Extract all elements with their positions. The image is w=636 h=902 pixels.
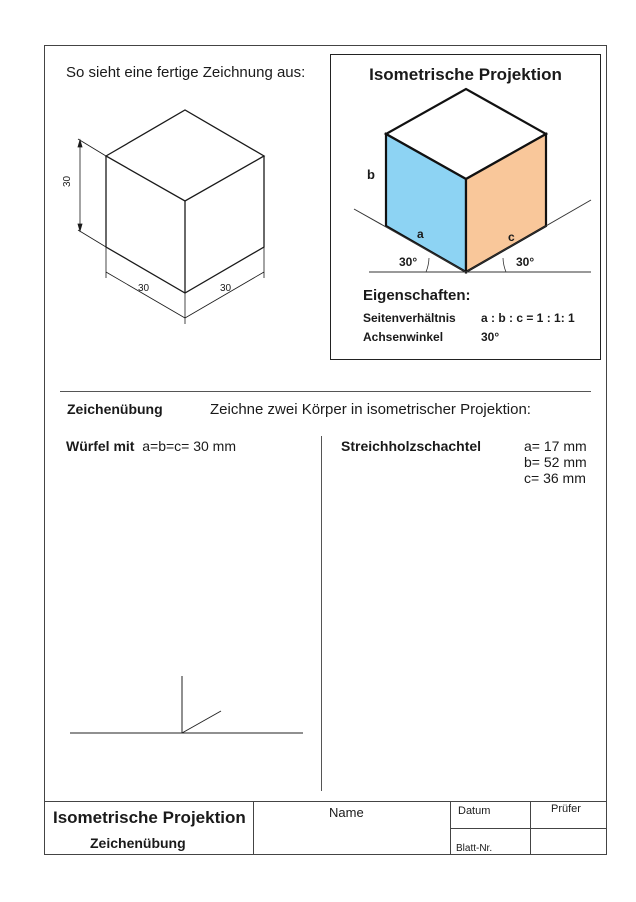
cube-task-dims: a=b=c= 30 mm [142, 438, 237, 454]
dim-label-height: 30 [62, 175, 73, 187]
dim-label-right: 30 [220, 283, 232, 294]
angle-right-label: 30° [516, 255, 535, 269]
tb-divider-1 [253, 802, 254, 855]
section-divider [60, 391, 591, 392]
cube-task-label: Würfel mit [66, 438, 135, 454]
matchbox-dim-b: b= 52 mm [524, 454, 587, 470]
intro-text: So sieht eine fertige Zeichnung aus: [66, 64, 306, 81]
matchbox-dim-a: a= 17 mm [524, 438, 587, 454]
exercise-text: Zeichne zwei Körper in isometrischer Projektion: [210, 401, 531, 418]
matchbox-label: Streichholzschachtel [341, 438, 482, 454]
angle-left-label: 30° [399, 255, 418, 269]
tb-datum-field: Datum [458, 805, 491, 817]
matchbox-dims [524, 438, 587, 486]
dim-label-left: 30 [138, 283, 150, 294]
exercise-label: Zeichenübung [67, 401, 163, 417]
angle-arc-right [503, 258, 506, 272]
angle-arc-left [426, 258, 429, 272]
cube-task [66, 438, 236, 454]
cube-top-face [106, 110, 264, 201]
height-dimension [78, 139, 106, 247]
tb-title: Isometrische Projektion [53, 808, 246, 827]
tb-blatt-field: Blatt-Nr. [456, 843, 493, 854]
row-value-achsenwinkel: 30° [481, 330, 500, 344]
label-a: a [417, 227, 424, 241]
label-b: b [367, 167, 375, 182]
example-cube-drawing [44, 95, 284, 335]
label-c: c [508, 230, 515, 244]
row-label-achsenwinkel: Achsenwinkel [363, 330, 444, 344]
iso-box-title: Isometrische Projektion [369, 65, 562, 84]
eigenschaften-title: Eigenschaften: [363, 287, 471, 304]
axis-diagonal [182, 711, 221, 733]
column-divider [321, 436, 322, 791]
tb-subtitle: Zeichenübung [90, 835, 186, 851]
drawing-axes [60, 670, 310, 740]
iso-info-box [330, 54, 601, 360]
matchbox-dim-c: c= 36 mm [524, 470, 586, 486]
tb-pruefer-field: Prüfer [551, 803, 581, 815]
tb-hline [450, 828, 606, 829]
row-label-seitenverhaeltnis: Seitenverhältnis [363, 311, 456, 325]
row-value-seitenverhaeltnis: a : b : c = 1 : 1: 1 [481, 311, 575, 325]
tb-name-field: Name [329, 805, 364, 820]
